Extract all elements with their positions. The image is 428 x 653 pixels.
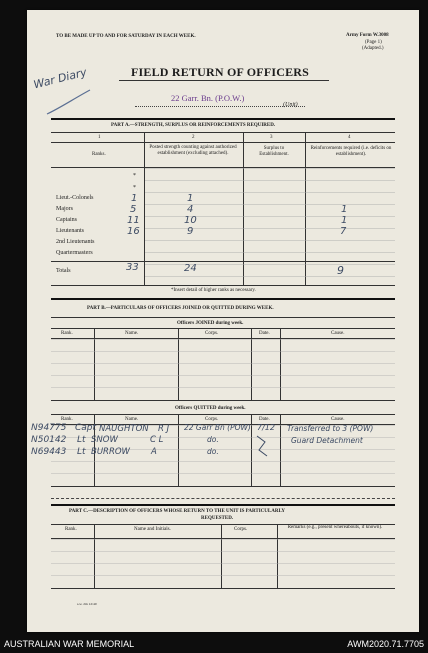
quitted-col-name: Name. [125,417,139,422]
quitted-row-initials: A [151,447,157,457]
col-header-reinforcements: Reinforcements required (i.e. deficits on establishment). [310,146,392,157]
unit-stamp: 22 Garr. Bn. (P.O.W.) [171,93,245,103]
part-c-col-name: Name and Initials. [134,527,171,532]
joined-col-rank: Rank. [61,331,73,336]
col-header-posted: Posted strength counting against authorized establishment (excluding attached). [149,145,237,156]
quitted-row-rank: Capt [75,423,97,433]
establishment-value: 16 [127,226,140,237]
part-c-col-rank: Rank. [65,527,77,532]
posted-value: 1 [187,193,194,204]
establishment-value: 11 [127,215,140,226]
part-c-col-remarks: Remarks (e.g., present whereabouts, if known). [287,525,383,530]
quitted-row-initials: C L [150,435,164,445]
quitted-row-name: BURROW [91,447,130,457]
joined-col-date: Date. [259,331,270,336]
joined-col-name: Name. [125,331,139,336]
star-mark: * [133,173,136,179]
reinforcement-value: 1 [341,215,348,226]
col-header-ranks: Ranks. [92,152,106,157]
total-posted: 24 [184,263,197,274]
posted-value: 10 [184,215,197,226]
quitted-row-no: N94775 [31,423,67,433]
footer-accession: AWM2020.71.7705 [347,639,424,649]
quitted-row-name: SNOW [91,435,118,445]
quitted-col-cause: Cause. [331,417,345,422]
quitted-row-corps: do. [207,447,219,456]
printer-note: s.w. 2m 12/40 [77,602,97,606]
quitted-row-name: NAUGHTON [99,424,149,434]
form-title: FIELD RETURN OF OFFICERS [131,65,310,79]
quitted-row-rank: Lt [77,435,86,445]
totals-label: Totals [56,268,71,274]
total-reinforcement: 9 [337,264,344,277]
part-c-heading: PART C.—DESCRIPTION OF OFFICERS WHOSE RETURN TO THE UNIT IS PARTICULARLY [69,509,285,514]
establishment-value: 1 [131,193,138,204]
quitted-col-date: Date. [259,417,270,422]
part-c-heading-2: REQUESTED. [201,516,234,521]
quitted-title: Officers QUITTED during week. [175,406,246,411]
rank-label: 2nd Lieutenants [56,239,95,245]
pen-stroke-icon [45,88,93,118]
rank-label: Majors [56,206,73,212]
rank-label: Lieut.-Colonels [56,195,94,201]
part-a-heading: PART A.—STRENGTH, SURPLUS OR REINFORCEMENTS REQUIRED. [111,123,276,128]
part-a-footnote: *Insert detail of higher ranks as necessary. [171,288,256,293]
joined-col-corps: Corps. [205,331,219,336]
posted-value: 4 [187,204,194,215]
establishment-value: 5 [130,204,137,215]
quitted-col-corps: Corps. [205,417,219,422]
quitted-row-rank: Lt [77,447,86,457]
form-page-no: (Page 1) [365,40,382,45]
posted-value: 9 [187,226,194,237]
handwritten-note: War Diary [32,65,89,92]
footer-source: AUSTRALIAN WAR MEMORIAL [4,639,135,649]
unit-label: (Unit) [283,102,298,108]
quitted-col-rank: Rank. [61,417,73,422]
reinforcement-value: 7 [340,226,347,237]
archive-footer [0,635,428,653]
quitted-row-corps: do. [207,435,219,444]
quitted-row-no: N69443 [31,447,67,457]
quitted-row-corps: 22 Garr Bn (POW) [184,423,251,432]
quitted-row-cause: Transferred to 3 (POW) [287,424,374,433]
rank-label: Quartermasters [56,250,93,256]
form-number: Army Form W.3008 [346,33,389,38]
quitted-row-cause: Guard Detachment [291,436,363,445]
part-c-col-corps: Corps. [234,527,248,532]
star-mark: * [133,185,136,191]
quitted-row-no: N50142 [31,435,67,445]
form-page [27,10,419,632]
joined-col-cause: Cause. [331,331,345,336]
ditto-bracket-icon [253,432,277,462]
form-adapted: (Adapted.) [362,46,384,51]
col-number-4: 4 [348,135,351,140]
reinforcement-value: 1 [341,204,348,215]
rank-label: Captains [56,217,77,223]
part-b-heading: PART B.—PARTICULARS OF OFFICERS JOINED OR QUITTED DURING WEEK. [87,306,274,311]
title-rule [119,80,329,81]
joined-title: Officers JOINED during week. [177,321,244,326]
rank-label: Lieutenants [56,228,84,234]
col-number-1: 1 [98,135,101,140]
col-header-surplus: Surplus to Establishment. [259,146,289,157]
col-number-2: 2 [192,135,195,140]
quitted-row-initials: R J [158,424,170,434]
form-instruction: TO BE MADE UP TO AND FOR SATURDAY IN EACH WEEK. [56,34,196,39]
total-establishment: 33 [126,262,139,273]
quitted-row-date: 7/12 [257,423,275,432]
col-number-3: 3 [270,135,273,140]
